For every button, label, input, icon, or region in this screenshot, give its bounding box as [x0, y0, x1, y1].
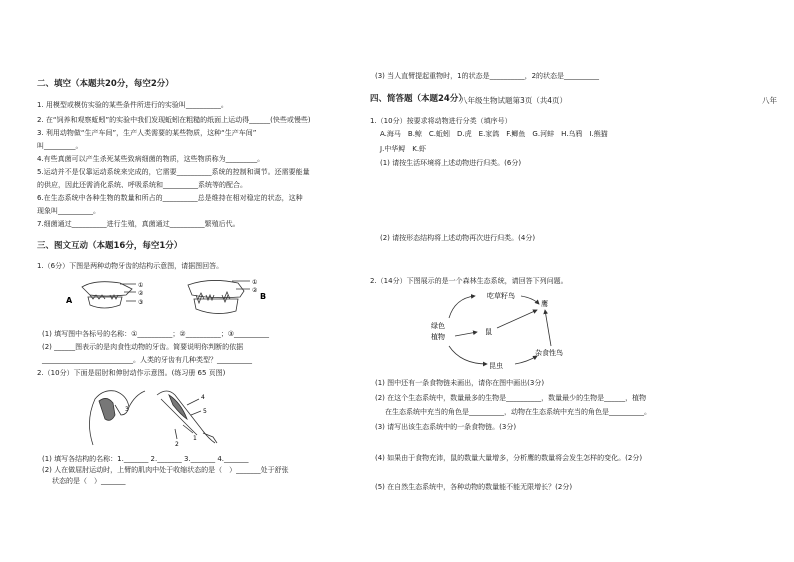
fig-b-label: B: [260, 292, 267, 301]
teeth-figure: [60, 275, 280, 323]
fill-q5-cont: 的供应，因此还需消化系统、呼吸系统和__________系统等的配合。: [37, 181, 247, 189]
fig-a-marker-3: ③: [138, 299, 144, 306]
arm-q3: (3) 当人直臂提起重物时，1的状态是__________，2的状态是__________: [375, 72, 600, 80]
section4-title: 四、简答题（本题24分）: [370, 94, 467, 104]
fill-q3: 3. 利用动物做“生产车间”，生产人类需要的某些物质，这种“生产车间”: [37, 129, 257, 137]
arm-marker-2: 2: [175, 441, 179, 448]
fill-q6: 6.在生态系统中各种生物的数量和所占的__________总是维持在相对稳定的状态，这种: [37, 194, 303, 202]
fill-q1: 1. 用模型或模仿实验的某些条件所进行的实验叫__________。: [37, 101, 228, 109]
fig-q2-b: (2) 人在做屈肘运动时，上臂的肌肉中处于收缩状态的是（ ）_______处于舒张: [42, 466, 289, 474]
fig-q2-prompt: 2.（10分）下面是屈肘和伸肘动作示意图。(练习册 65 页图): [37, 369, 226, 377]
classify-q1: (1) 请按生活环境将上述动物进行归类。(6分): [380, 159, 522, 167]
fig-q2-c: 状态的是（ ）_______: [52, 477, 126, 485]
fill-q3-cont: 叫_________。: [37, 142, 83, 150]
ecosystem-q2-line2: 在生态系统中充当的角色是__________，动物在生态系统中充当的角色是__________。: [385, 408, 651, 416]
animal-list-1: A.海马 B.鲸 C.蚯蚓 D.虎 E.家鸽 F.鲫鱼 G.河蚌 H.乌鸦 I.熊猫: [380, 130, 608, 138]
ecosystem-q2-line1: (2) 在这个生态系统中，数量最多的生物是__________，数量最少的生物是______，植物: [375, 394, 647, 402]
web-omnivore-bird: 杂食性鸟: [535, 349, 563, 357]
arm-marker-4: 4: [201, 394, 205, 401]
section3-title: 三、图文互动（本题16分，每空1分）: [37, 241, 183, 251]
fig-b-marker-2: ②: [252, 287, 258, 294]
arm-marker-5: 5: [203, 408, 207, 415]
fig-q1-a: (1) 填写图中各标号的名称：①__________；②__________；③__________: [42, 330, 269, 338]
fill-q4: 4.有些真菌可以产生杀死某些致病细菌的物质，这些物质称为_________。: [37, 155, 265, 163]
animal-list-2: J.中华鲟 K.虾: [380, 145, 427, 153]
ecosystem-q4: (4) 如果由于食物充沛，鼠的数量大量增多，分析鹰的数量将会发生怎样的变化。(2分): [375, 454, 643, 462]
fill-q6-cont: 现象叫__________。: [37, 207, 100, 215]
ecosystem-prompt: 2.（14分）下图展示的是一个森林生态系统，请回答下列问题。: [370, 277, 568, 285]
web-plant-2: 植物: [431, 333, 445, 341]
web-eagle: 鹰: [541, 300, 548, 308]
arm-figure: [75, 385, 235, 447]
fill-q2: 2. 在“饲养和观察蚯蚓”的实验中我们发现蚯蚓在粗糙的纸面上运动得______(快些或慢些): [37, 116, 311, 124]
food-web-diagram: [425, 290, 600, 375]
arm-marker-1: 1: [193, 435, 197, 442]
page-footer-overlay: 八年级生物试题第3页（共4页）: [460, 96, 568, 105]
fig-a-marker-1: ①: [138, 282, 144, 289]
fig-q1-b: (2) ______图表示的是肉食性动物的牙齿。简要说明你判断的依据: [42, 343, 244, 351]
arm-marker-3: 3: [125, 406, 129, 413]
fill-q7: 7.细菌通过__________进行生殖，真菌通过__________繁殖后代。: [37, 220, 240, 228]
web-mouse: 鼠: [485, 328, 492, 336]
web-insect: 昆虫: [489, 362, 503, 370]
section2-title: 二、填空（本题共20分，每空2分）: [37, 79, 174, 89]
web-plant-1: 绿色: [431, 322, 445, 330]
ecosystem-q1: (1) 图中还有一条食物链未画出，请你在图中画出(3分): [375, 379, 545, 387]
fill-q5: 5.运动并不是仅靠运动系统来完成的，它需要__________系统的控制和调节。还需要能量: [37, 168, 310, 176]
fig-a-label: A: [66, 296, 73, 305]
fig-q1-prompt: 1.（6分）下图是两种动物牙齿的结构示意图，请据图回答。: [37, 262, 224, 270]
classify-q2: (2) 请按形态结构将上述动物再次进行归类。(4分): [380, 234, 536, 242]
ecosystem-q5: (5) 在自然生态系统中，各种动物的数量能不能无限增长？(2分): [375, 483, 573, 491]
fig-b-marker-1: ①: [252, 279, 258, 286]
fig-q2-a: (1) 填写各结构的名称：1._______ 2._______ 3._______ 4._______: [42, 455, 249, 463]
page-edge-text: 八年: [762, 96, 777, 105]
fig-a-marker-2: ②: [138, 290, 144, 297]
classify-prompt: 1.（10分）按要求将动物进行分类（填序号）: [370, 117, 512, 125]
ecosystem-q3: (3) 请写出该生态系统中的一条食物链。(3分): [375, 423, 517, 431]
web-seed-bird: 吃草籽鸟: [487, 292, 515, 300]
fig-q1-c: __________________________。人类的牙齿有几种类型？__________: [42, 356, 252, 364]
